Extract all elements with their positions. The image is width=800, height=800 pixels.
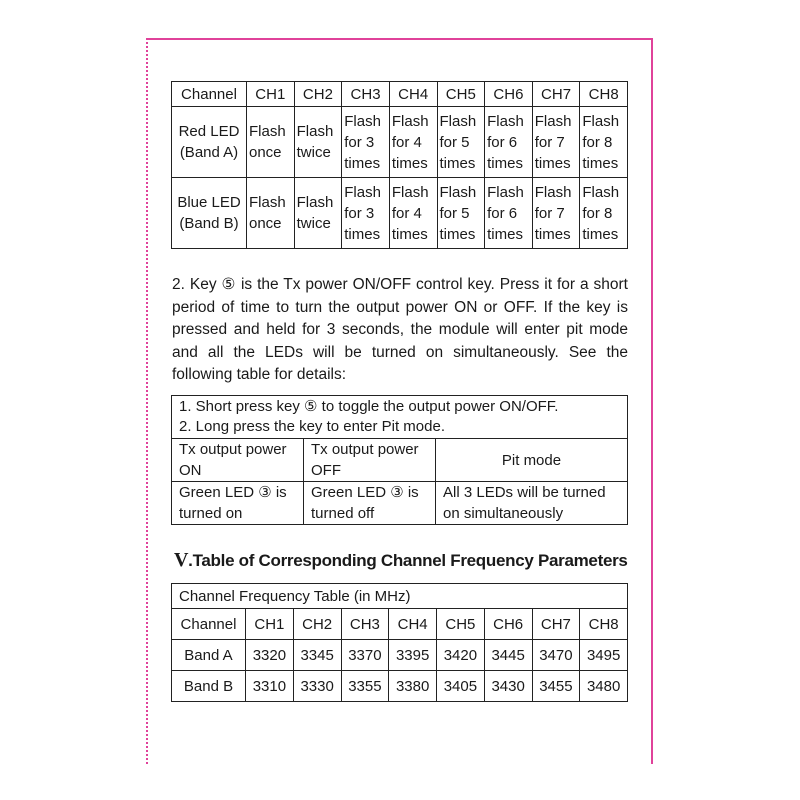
led-cell-line: times	[582, 154, 619, 172]
freq-value-ch4: 3395	[389, 640, 437, 671]
led-cell-line: for 4	[391, 133, 422, 151]
led-cell-line: for 8	[582, 133, 613, 151]
led-cell-ch8	[580, 178, 628, 249]
led-cell-ch7	[532, 107, 580, 178]
freq-header-ch5: CH5	[437, 609, 485, 640]
led-cell-line: Flash	[534, 112, 572, 130]
page-border-top	[148, 38, 653, 40]
led-cell-line: times	[487, 225, 523, 243]
page-border-left-dotted	[146, 38, 148, 764]
led-cell-line: times	[344, 154, 381, 172]
led-cell-line: Flash	[487, 112, 524, 130]
led-header-ch7: CH7	[532, 82, 580, 107]
freq-row-band-b	[172, 671, 628, 702]
freq-value-ch1: 3320	[246, 640, 294, 671]
led-cell-ch2	[294, 178, 342, 249]
note-long-press: 2. Long press the key to enter Pit mode.	[179, 418, 445, 435]
led-cell-line: Flash	[582, 112, 620, 130]
led-cell-line: times	[582, 225, 619, 243]
cell-green-led-on: Green LED ③ is turned on	[172, 482, 304, 525]
led-header-ch6: CH6	[485, 82, 533, 107]
led-cell-line: for 8	[582, 204, 613, 222]
led-header-ch2: CH2	[294, 82, 342, 107]
led-cell-line: times	[391, 154, 428, 172]
led-label-line: Blue LED	[177, 194, 241, 211]
led-cell-line: times	[534, 225, 571, 243]
led-cell-ch1	[247, 107, 295, 178]
freq-header-ch1: CH1	[246, 609, 294, 640]
led-cell-ch4	[389, 107, 437, 178]
freq-row-band-a	[172, 640, 628, 671]
freq-value-ch3: 3355	[341, 671, 389, 702]
led-cell-ch6	[485, 107, 533, 178]
freq-value-ch5: 3420	[437, 640, 485, 671]
note-short-press: 1. Short press key ⑤ to toggle the output power ON/OFF.	[179, 398, 559, 415]
led-label-line: Red LED	[178, 123, 240, 140]
led-cell-line: Flash	[487, 183, 524, 201]
led-header-ch5: CH5	[437, 82, 485, 107]
led-label-line: (Band B)	[179, 215, 239, 232]
led-cell-line: Flash	[534, 183, 572, 201]
led-cell-line: Flash	[439, 112, 477, 130]
led-cell-line: for 6	[487, 133, 518, 151]
freq-caption-row	[172, 584, 628, 609]
led-cell-line: for 5	[439, 204, 470, 222]
freq-value-ch8: 3480	[580, 671, 628, 702]
page-border-right	[651, 38, 653, 764]
led-header-ch8: CH8	[580, 82, 628, 107]
led-cell-line: once	[249, 144, 282, 161]
led-cell-line: times	[439, 154, 476, 172]
led-cell-line: times	[534, 154, 571, 172]
freq-header-ch8: CH8	[580, 609, 628, 640]
led-cell-line: for 5	[439, 133, 470, 151]
freq-header-ch4: CH4	[389, 609, 437, 640]
cell-green-led-off: Green LED ③ is turned off	[304, 482, 436, 525]
led-cell-ch3	[342, 178, 390, 249]
led-cell-ch2	[294, 107, 342, 178]
cell-all-leds-on: All 3 LEDs will be turned on simultaneously	[436, 482, 628, 525]
led-cell-line: Flash	[391, 112, 429, 130]
freq-header-channel: Channel	[172, 609, 246, 640]
freq-value-ch2: 3345	[293, 640, 341, 671]
freq-value-ch6: 3445	[484, 640, 532, 671]
freq-value-ch1: 3310	[246, 671, 294, 702]
led-cell-line: once	[249, 215, 282, 232]
led-cell-line: times	[487, 154, 523, 172]
led-cell-ch1	[247, 178, 295, 249]
led-cell-line: Flash	[439, 183, 477, 201]
section-title: .Table of Corresponding Channel Frequency Parameters	[188, 551, 628, 570]
led-cell-line: times	[391, 225, 428, 243]
led-cell-line: twice	[296, 144, 331, 161]
led-row-label	[172, 107, 247, 178]
freq-header-ch2: CH2	[293, 609, 341, 640]
freq-value-ch5: 3405	[437, 671, 485, 702]
led-header-ch1: CH1	[247, 82, 295, 107]
header-tx-on: Tx output power ON	[172, 439, 304, 482]
led-row-label	[172, 178, 247, 249]
led-cell-ch3	[342, 107, 390, 178]
led-cell-line: Flash	[344, 183, 381, 201]
power-table-notes	[172, 396, 628, 439]
section-heading	[174, 549, 634, 572]
freq-value-ch4: 3380	[389, 671, 437, 702]
led-cell-line: for 7	[534, 133, 565, 151]
freq-header-row	[172, 609, 628, 640]
led-cell-ch4	[389, 178, 437, 249]
led-cell-line: for 6	[487, 204, 518, 222]
led-cell-line: Flash	[296, 123, 334, 140]
freq-band-label: Band B	[172, 671, 246, 702]
led-cell-line: for 4	[391, 204, 422, 222]
led-label-line: (Band A)	[179, 144, 239, 161]
led-row-blue	[172, 178, 628, 249]
section-numeral: V	[174, 549, 189, 571]
tx-power-table	[171, 395, 628, 525]
led-cell-line: Flash	[249, 194, 286, 211]
freq-value-ch6: 3430	[484, 671, 532, 702]
led-cell-ch5	[437, 107, 485, 178]
led-header-ch4: CH4	[389, 82, 437, 107]
channel-frequency-table	[171, 583, 628, 702]
led-cell-ch7	[532, 178, 580, 249]
led-cell-line: Flash	[249, 123, 286, 140]
header-pit-mode: Pit mode	[436, 439, 628, 482]
led-cell-ch5	[437, 178, 485, 249]
led-flash-table	[171, 81, 628, 249]
freq-value-ch7: 3470	[532, 640, 580, 671]
led-table-header-row	[172, 82, 628, 107]
freq-header-ch3: CH3	[341, 609, 389, 640]
led-row-red	[172, 107, 628, 178]
freq-header-ch6: CH6	[484, 609, 532, 640]
led-cell-line: twice	[296, 215, 331, 232]
led-cell-line: for 3	[344, 133, 375, 151]
freq-value-ch2: 3330	[293, 671, 341, 702]
led-header-channel: Channel	[172, 82, 247, 107]
led-cell-line: times	[344, 225, 381, 243]
freq-header-ch7: CH7	[532, 609, 580, 640]
led-cell-line: for 7	[534, 204, 565, 222]
led-cell-ch6	[485, 178, 533, 249]
led-cell-line: Flash	[582, 183, 620, 201]
header-tx-off: Tx output power OFF	[304, 439, 436, 482]
freq-value-ch8: 3495	[580, 640, 628, 671]
led-cell-ch8	[580, 107, 628, 178]
freq-caption: Channel Frequency Table (in MHz)	[172, 584, 628, 609]
freq-band-label: Band A	[172, 640, 246, 671]
led-cell-line: Flash	[344, 112, 381, 130]
freq-value-ch7: 3455	[532, 671, 580, 702]
led-cell-line: for 3	[344, 204, 375, 222]
key5-description: 2. Key ⑤ is the Tx power ON/OFF control key. Press it for a short period of time to turn the output power ON or OFF. If the key is pressed and held for 3 seconds, the module will enter pit mode and all the LEDs will be turned on simultaneously. See the following table for details:	[172, 276, 628, 383]
led-cell-line: Flash	[296, 194, 334, 211]
led-cell-line: Flash	[391, 183, 429, 201]
led-cell-line: times	[439, 225, 476, 243]
freq-value-ch3: 3370	[341, 640, 389, 671]
led-header-ch3: CH3	[342, 82, 390, 107]
